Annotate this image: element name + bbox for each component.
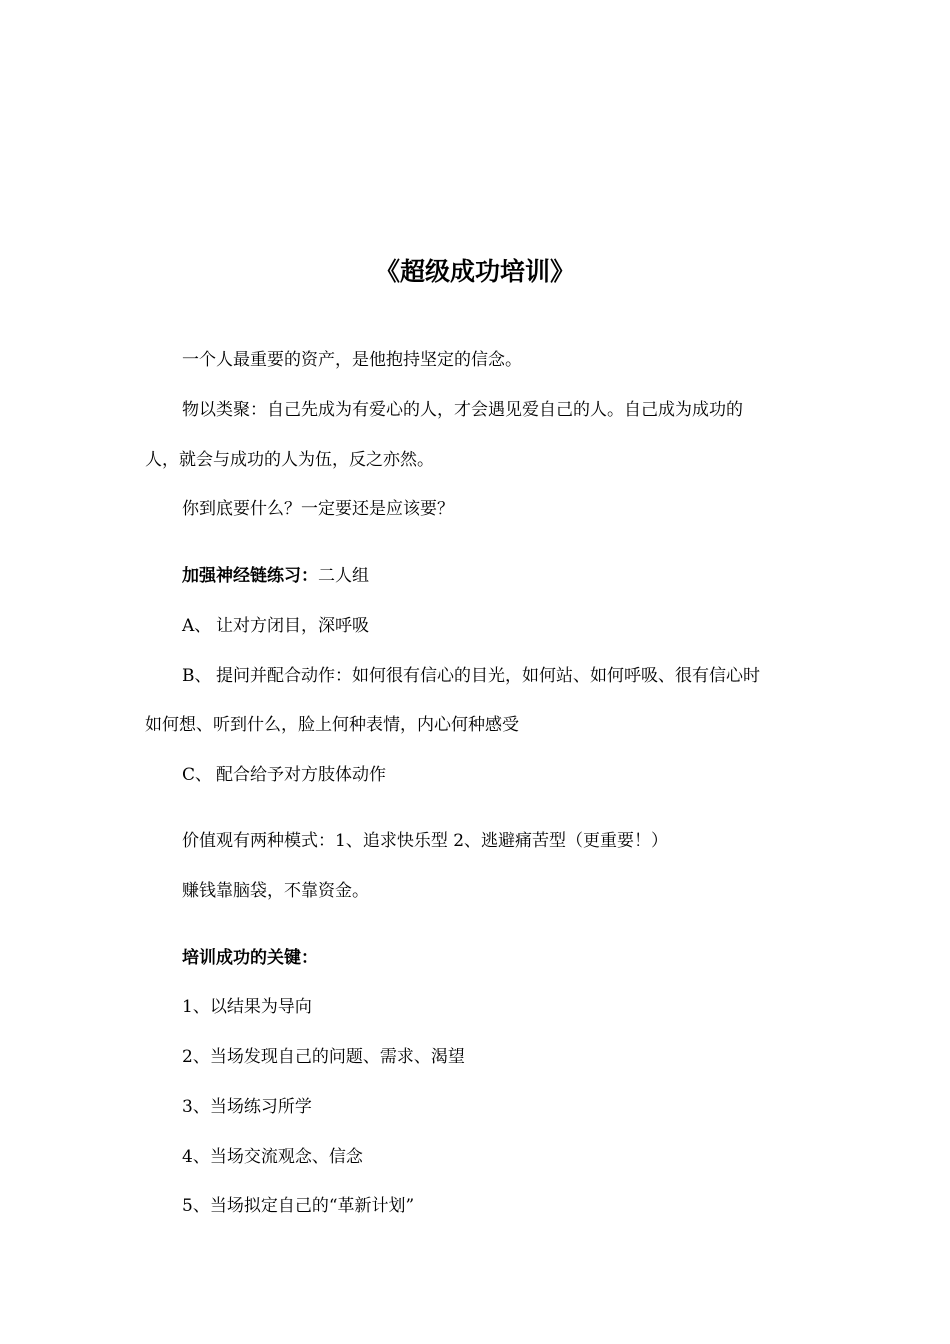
intro-paragraph-3: 你到底要什么？一定要还是应该要？ xyxy=(182,499,454,519)
exercise-heading-bold: 加强神经链练习： xyxy=(182,566,318,586)
list-marker: B、 xyxy=(182,666,212,686)
exercise-item-c xyxy=(182,763,386,787)
document-title: 《超级成功培训》 xyxy=(374,257,575,286)
keys-item-3: 3、当场练习所学 xyxy=(182,1097,312,1117)
exercise-item-b-continuation: 如何想、听到什么，脸上何种表情，内心何种感受 xyxy=(145,715,519,735)
intro-paragraph-2-line-2: 人，就会与成功的人为伍，反之亦然。 xyxy=(145,450,434,470)
keys-heading: 培训成功的关键： xyxy=(182,948,318,968)
keys-item-4: 4、当场交流观念、信念 xyxy=(182,1147,363,1167)
exercise-item-a xyxy=(182,614,369,638)
exercise-item-b xyxy=(182,664,760,688)
values-line-2: 赚钱靠脑袋，不靠资金。 xyxy=(182,881,369,901)
exercise-heading xyxy=(182,564,369,588)
exercise-item-text: 配合给予对方肢体动作 xyxy=(216,765,386,785)
exercise-heading-rest: 二人组 xyxy=(318,566,369,586)
intro-paragraph-2-line-1: 物以类聚：自己先成为有爱心的人，才会遇见爱自己的人。自己成为成功的 xyxy=(182,400,743,420)
exercise-item-text: 让对方闭目，深呼吸 xyxy=(216,616,369,636)
keys-item-1: 1、以结果为导向 xyxy=(182,997,312,1017)
list-marker: A、 xyxy=(182,616,212,636)
intro-paragraph-1: 一个人最重要的资产，是他抱持坚定的信念。 xyxy=(182,350,522,370)
keys-item-2: 2、当场发现自己的问题、需求、渴望 xyxy=(182,1047,465,1067)
list-marker: C、 xyxy=(182,765,213,785)
keys-item-5: 5、当场拟定自己的“革新计划” xyxy=(182,1196,415,1216)
exercise-item-text: 提问并配合动作：如何很有信心的目光，如何站、如何呼吸、很有信心时 xyxy=(216,666,760,686)
values-line-1: 价值观有两种模式：1、追求快乐型 2、逃避痛苦型（更重要！） xyxy=(182,831,669,851)
